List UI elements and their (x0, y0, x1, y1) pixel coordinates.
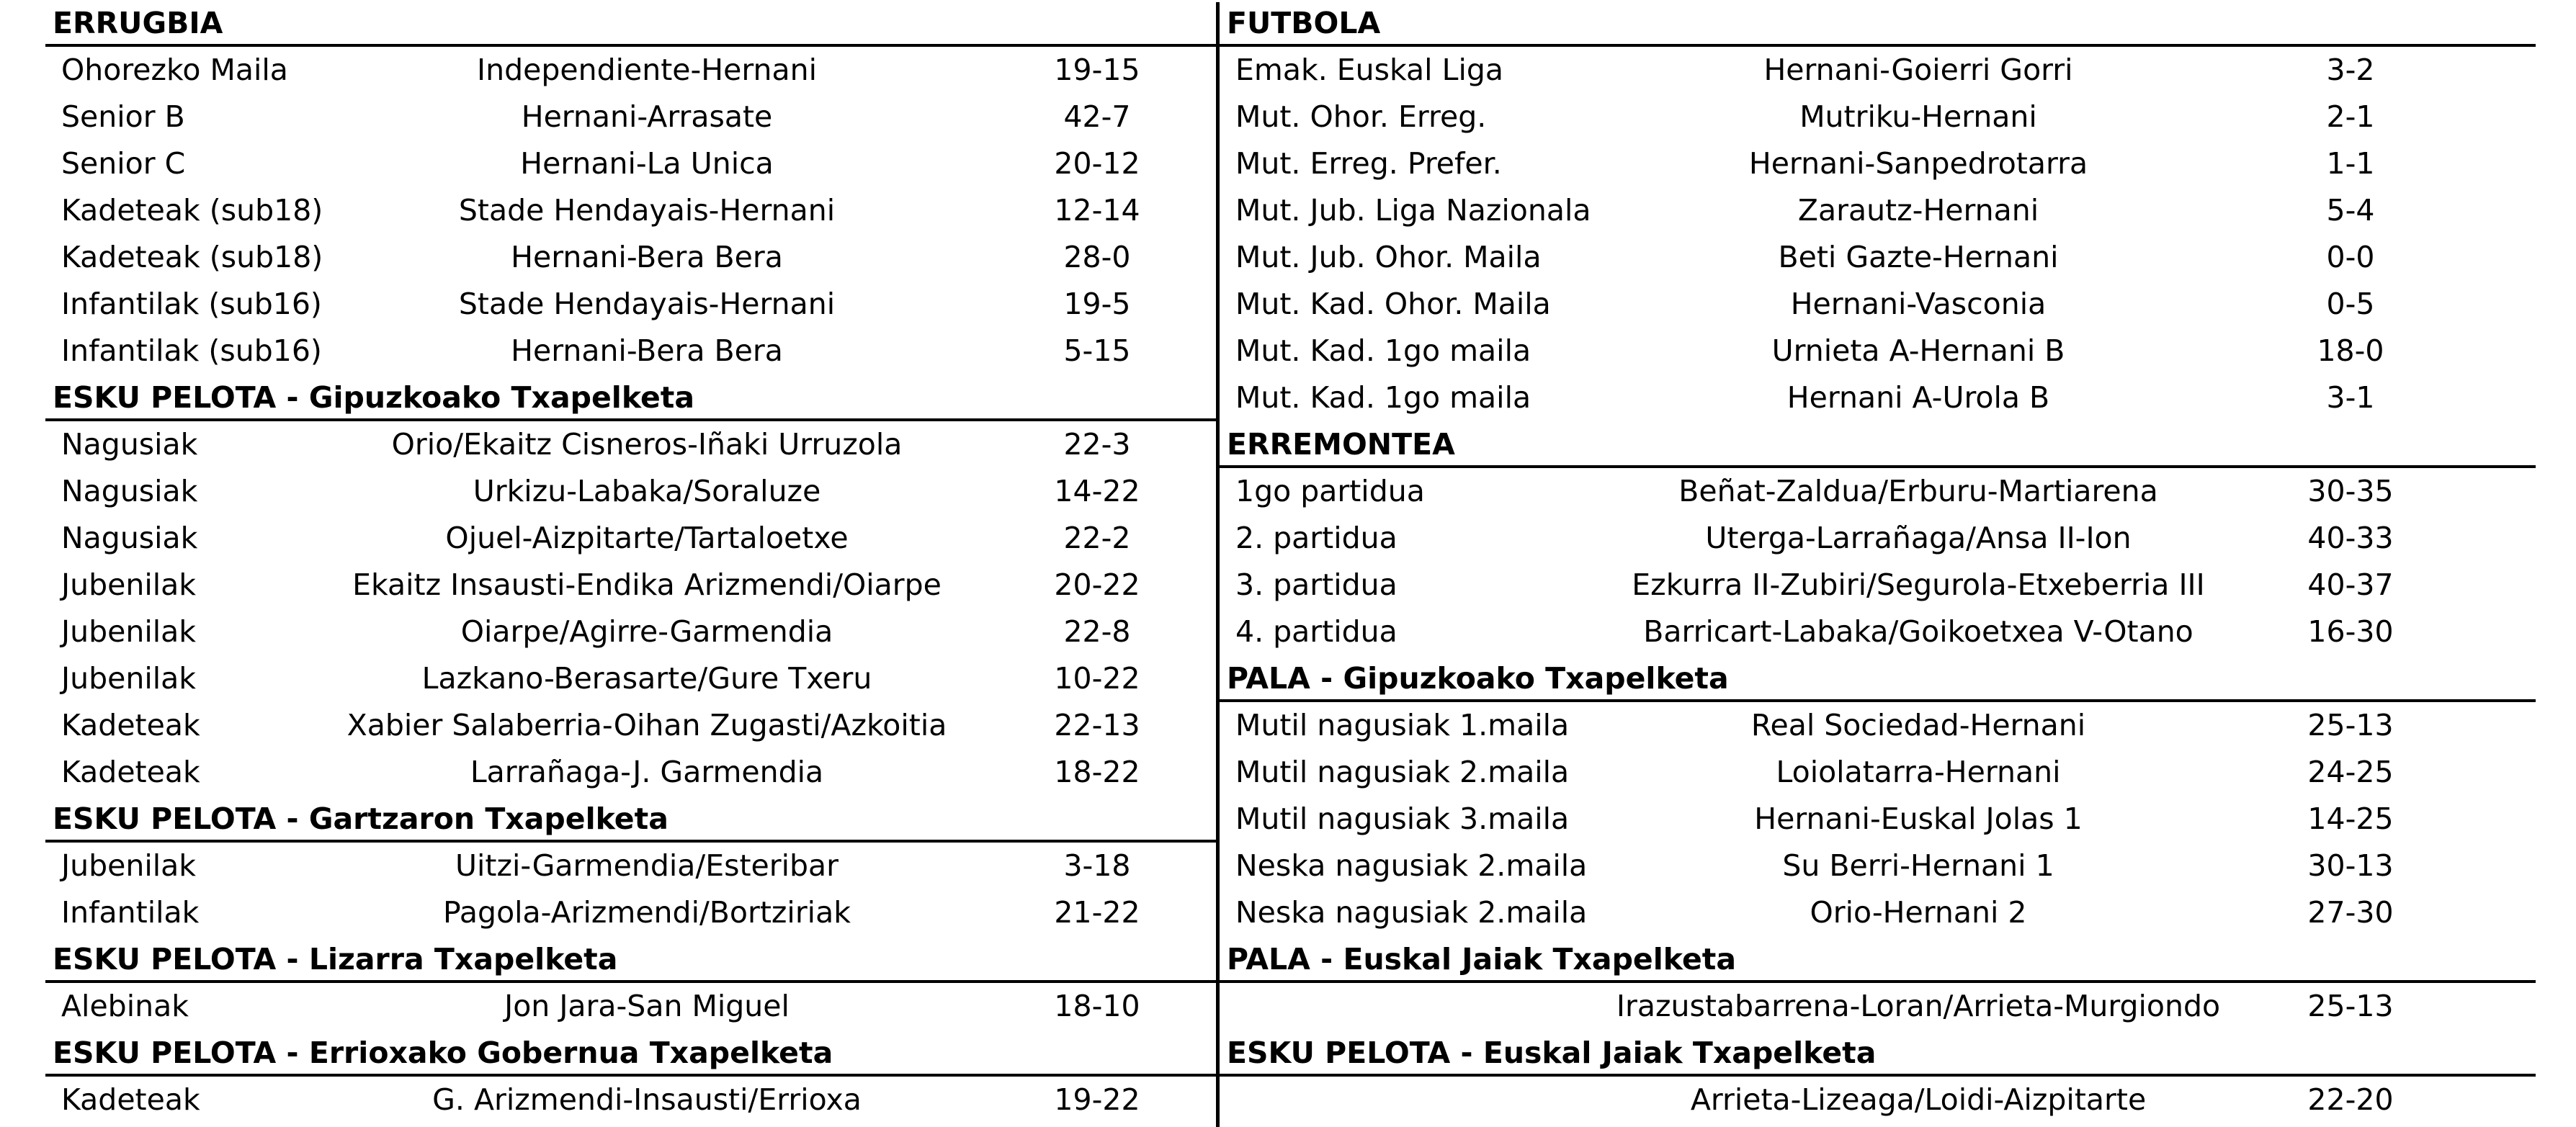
score-cell: 20-12 (1054, 146, 1140, 181)
result-row (45, 983, 1217, 1030)
section-title: ERREMONTEA (1227, 427, 1455, 462)
score-cell: 0-5 (2326, 287, 2375, 321)
category-cell: Mutil nagusiak 3.maila (1235, 802, 1570, 836)
result-row (1220, 47, 2536, 94)
section-subtitle: - Euskal Jaiak Txapelketa (1450, 1036, 1877, 1070)
match-cell: G. Arizmendi-Insausti/Errioxa (432, 1082, 862, 1117)
category-cell: Neska nagusiak 2.maila (1235, 848, 1588, 883)
section-title: ESKU PELOTA (53, 1036, 277, 1070)
match-cell: Beñat-Zaldua/Erburu-Martiarena (1678, 474, 2158, 508)
section-header-errugbia (45, 0, 1217, 47)
result-row (45, 47, 1217, 94)
match-cell: Hernani-Bera Bera (511, 333, 783, 368)
section-header-pala-gipuzkoako-txapelketa (1220, 655, 2536, 702)
result-row (45, 515, 1217, 562)
score-cell: 30-35 (2307, 474, 2394, 508)
match-cell: Urkizu-Labaka/Soraluze (473, 474, 821, 508)
result-row (45, 421, 1217, 468)
result-row (1220, 843, 2536, 889)
score-cell: 18-10 (1054, 989, 1140, 1023)
match-cell: Orio/Ekaitz Cisneros-Iñaki Urruzola (391, 427, 903, 462)
category-cell: 1go partidua (1235, 474, 1425, 508)
section-subtitle: - Euskal Jaiak Txapelketa (1310, 942, 1737, 976)
match-cell: Hernani-Goierri Gorri (1763, 53, 2073, 87)
score-cell: 1-1 (2326, 146, 2375, 181)
match-cell: Orio-Hernani 2 (1810, 895, 2027, 930)
category-cell: Senior B (61, 99, 185, 134)
category-cell: Senior C (61, 146, 186, 181)
category-cell: Nagusiak (61, 427, 198, 462)
section-subtitle: - Gipuzkoako Txapelketa (1310, 661, 1729, 696)
match-cell: Lazkano-Berasarte/Gure Txeru (421, 661, 872, 696)
section-title: ESKU PELOTA (53, 802, 277, 836)
score-cell: 22-20 (2307, 1082, 2394, 1117)
match-cell: Barricart-Labaka/Goikoetxea V-Otano (1643, 614, 2193, 649)
result-row (45, 749, 1217, 796)
score-cell: 19-15 (1054, 53, 1140, 87)
match-cell: Real Sociedad-Hernani (1750, 708, 2086, 742)
score-cell: 22-3 (1063, 427, 1131, 462)
category-cell: Mut. Erreg. Prefer. (1235, 146, 1502, 181)
result-row (1220, 187, 2536, 234)
match-cell: Ezkurra II-Zubiri/Segurola-Etxeberria III (1632, 567, 2205, 602)
result-row (1220, 702, 2536, 749)
score-cell: 14-22 (1054, 474, 1140, 508)
match-cell: Irazustabarrena-Loran/Arrieta-Murgiondo (1616, 989, 2221, 1023)
section-header-esku-pelota-gartzaron-txapelketa (45, 796, 1217, 843)
match-cell: Ojuel-Aizpitarte/Tartaloetxe (445, 521, 849, 555)
category-cell: Infantilak (sub16) (61, 333, 322, 368)
score-cell: 18-22 (1054, 755, 1140, 789)
result-row (45, 234, 1217, 281)
score-cell: 18-0 (2317, 333, 2384, 368)
match-cell: Beti Gazte-Hernani (1778, 240, 2059, 274)
right-column (1220, 0, 2536, 1127)
result-row (45, 609, 1217, 655)
score-cell: 40-37 (2307, 567, 2394, 602)
category-cell: Jubenilak (61, 848, 196, 883)
category-cell: Ohorezko Maila (61, 53, 288, 87)
category-cell: Infantilak (sub16) (61, 287, 322, 321)
category-cell: Mutil nagusiak 2.maila (1235, 755, 1570, 789)
category-cell: 3. partidua (1235, 567, 1397, 602)
result-row (1220, 515, 2536, 562)
result-row (1220, 562, 2536, 609)
result-row (1220, 374, 2536, 421)
section-title: ESKU PELOTA (53, 380, 277, 415)
match-cell: Hernani-Bera Bera (511, 240, 783, 274)
match-cell: Oiarpe/Agirre-Garmendia (460, 614, 833, 649)
category-cell: Kadeteak (61, 1082, 200, 1117)
result-row (1220, 328, 2536, 374)
result-row (1220, 1077, 2536, 1123)
score-cell: 22-8 (1063, 614, 1131, 649)
score-cell: 25-13 (2307, 708, 2394, 742)
result-row (45, 702, 1217, 749)
result-row (1220, 468, 2536, 515)
match-cell: Arrieta-Lizeaga/Loidi-Aizpitarte (1690, 1082, 2147, 1117)
match-cell: Jon Jara-San Miguel (504, 989, 790, 1023)
match-cell: Xabier Salaberria-Oihan Zugasti/Azkoitia (346, 708, 947, 742)
category-cell: Kadeteak (sub18) (61, 240, 323, 274)
match-cell: Uterga-Larrañaga/Ansa II-Ion (1705, 521, 2132, 555)
score-cell: 5-4 (2326, 193, 2375, 228)
score-cell: 19-5 (1063, 287, 1131, 321)
category-cell: 4. partidua (1235, 614, 1397, 649)
category-cell: Kadeteak (61, 755, 200, 789)
match-cell: Zarautz-Hernani (1797, 193, 2039, 228)
score-cell: 5-15 (1063, 333, 1131, 368)
category-cell: Nagusiak (61, 474, 198, 508)
category-cell: Mut. Jub. Ohor. Maila (1235, 240, 1542, 274)
match-cell: Su Berri-Hernani 1 (1782, 848, 2054, 883)
section-subtitle: - Gipuzkoako Txapelketa (276, 380, 695, 415)
category-cell: Mut. Kad. Ohor. Maila (1235, 287, 1551, 321)
match-cell: Stade Hendayais-Hernani (458, 287, 836, 321)
result-row (45, 655, 1217, 702)
result-row (1220, 889, 2536, 936)
result-row (1220, 796, 2536, 843)
match-cell: Hernani-La Unica (520, 146, 774, 181)
category-cell: Emak. Euskal Liga (1235, 53, 1503, 87)
category-cell: Jubenilak (61, 567, 196, 602)
result-row (45, 94, 1217, 140)
score-cell: 3-2 (2326, 53, 2375, 87)
category-cell: Jubenilak (61, 614, 196, 649)
match-cell: Hernani A-Urola B (1786, 380, 2050, 415)
score-cell: 19-22 (1054, 1082, 1140, 1117)
score-cell: 14-25 (2307, 802, 2394, 836)
category-cell: Nagusiak (61, 521, 198, 555)
result-row (45, 1077, 1217, 1123)
score-cell: 25-13 (2307, 989, 2394, 1023)
score-cell: 16-30 (2307, 614, 2394, 649)
match-cell: Hernani-Sanpedrotarra (1748, 146, 2088, 181)
match-cell: Larrañaga-J. Garmendia (470, 755, 824, 789)
section-title: ESKU PELOTA (53, 942, 277, 976)
category-cell: Alebinak (61, 989, 189, 1023)
match-cell: Loiolatarra-Hernani (1776, 755, 2061, 789)
result-row (1220, 234, 2536, 281)
section-header-pala-euskal-jaiak-txapelketa (1220, 936, 2536, 983)
match-cell: Stade Hendayais-Hernani (458, 193, 836, 228)
category-cell: Kadeteak (61, 708, 200, 742)
result-row (45, 187, 1217, 234)
score-cell: 12-14 (1054, 193, 1140, 228)
match-cell: Hernani-Vasconia (1790, 287, 2047, 321)
section-title: PALA (1227, 942, 1310, 976)
category-cell: Mut. Ohor. Erreg. (1235, 99, 1487, 134)
score-cell: 3-18 (1063, 848, 1131, 883)
score-cell: 21-22 (1054, 895, 1140, 930)
result-row (45, 140, 1217, 187)
category-cell: Mut. Kad. 1go maila (1235, 333, 1531, 368)
score-cell: 0-0 (2326, 240, 2375, 274)
section-subtitle: - Gartzaron Txapelketa (276, 802, 668, 836)
result-row (45, 843, 1217, 889)
match-cell: Mutriku-Hernani (1799, 99, 2037, 134)
section-header-futbola (1220, 0, 2536, 47)
score-cell: 22-13 (1054, 708, 1140, 742)
result-row (1220, 140, 2536, 187)
score-cell: 28-0 (1063, 240, 1131, 274)
match-cell: Uitzi-Garmendia/Esteribar (455, 848, 839, 883)
section-header-esku-pelota-lizarra-txapelketa (45, 936, 1217, 983)
section-subtitle: - Errioxako Gobernua Txapelketa (276, 1036, 833, 1070)
result-row (45, 889, 1217, 936)
score-cell: 40-33 (2307, 521, 2394, 555)
match-cell: Hernani-Arrasate (521, 99, 773, 134)
category-cell: Kadeteak (sub18) (61, 193, 323, 228)
result-row (1220, 609, 2536, 655)
section-title: ERRUGBIA (53, 6, 223, 40)
score-cell: 24-25 (2307, 755, 2394, 789)
match-cell: Hernani-Euskal Jolas 1 (1754, 802, 2083, 836)
category-cell: Jubenilak (61, 661, 196, 696)
match-cell: Independiente-Hernani (477, 53, 817, 87)
section-header-esku-pelota-euskal-jaiak-txapelketa (1220, 1030, 2536, 1077)
score-cell: 20-22 (1054, 567, 1140, 602)
result-row (45, 281, 1217, 328)
section-header-erremontea (1220, 421, 2536, 468)
score-cell: 22-2 (1063, 521, 1131, 555)
section-title: PALA (1227, 661, 1310, 696)
category-cell: Neska nagusiak 2.maila (1235, 895, 1588, 930)
score-cell: 27-30 (2307, 895, 2394, 930)
score-cell: 2-1 (2326, 99, 2375, 134)
section-header-esku-pelota-errioxako-gobernua-txapelketa (45, 1030, 1217, 1077)
section-header-esku-pelota-gipuzkoako-txapelketa (45, 374, 1217, 421)
result-row (45, 562, 1217, 609)
category-cell: Mutil nagusiak 1.maila (1235, 708, 1570, 742)
result-row (45, 328, 1217, 374)
left-column (45, 0, 1217, 1127)
result-row (1220, 281, 2536, 328)
score-cell: 42-7 (1063, 99, 1131, 134)
category-cell: 2. partidua (1235, 521, 1397, 555)
score-cell: 10-22 (1054, 661, 1140, 696)
match-cell: Pagola-Arizmendi/Bortziriak (443, 895, 851, 930)
section-title: ESKU PELOTA (1227, 1036, 1451, 1070)
score-cell: 3-1 (2326, 380, 2375, 415)
section-subtitle: - Lizarra Txapelketa (276, 942, 618, 976)
score-cell: 30-13 (2307, 848, 2394, 883)
result-row (45, 468, 1217, 515)
category-cell: Infantilak (61, 895, 200, 930)
category-cell: Mut. Jub. Liga Nazionala (1235, 193, 1591, 228)
section-title: FUTBOLA (1227, 6, 1381, 40)
result-row (1220, 749, 2536, 796)
match-cell: Ekaitz Insausti-Endika Arizmendi/Oiarpe (352, 567, 942, 602)
category-cell: Mut. Kad. 1go maila (1235, 380, 1531, 415)
match-cell: Urnieta A-Hernani B (1771, 333, 2065, 368)
result-row (1220, 983, 2536, 1030)
result-row (1220, 94, 2536, 140)
